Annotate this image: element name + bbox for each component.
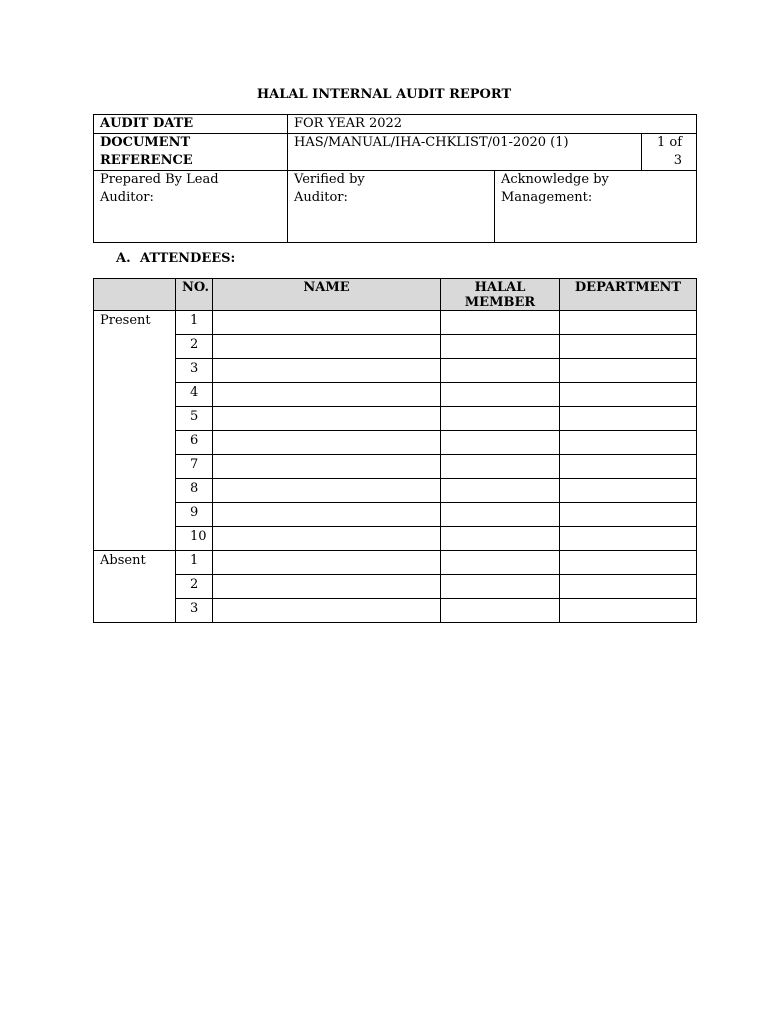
table-row [94,551,697,575]
halal-member-cell[interactable] [441,335,560,359]
table-row [94,335,697,359]
halal-member-cell[interactable] [441,311,560,335]
table-row [94,383,697,407]
department-cell[interactable] [560,335,697,359]
header-department: DEPARTMENT [560,279,697,311]
section-title: ATTENDEES: [140,251,236,266]
header-halal-member-line1: HALAL [474,280,526,295]
row-number: 5 [176,407,213,431]
row-number: 6 [176,431,213,455]
verified-by-cell[interactable] [288,171,495,243]
department-cell[interactable] [560,311,697,335]
row-number: 2 [176,335,213,359]
prepared-by-cell[interactable] [94,171,288,243]
header-no: NO. [176,279,213,311]
present-group-label: Present [94,311,176,551]
page-indicator: 1 of 3 [642,134,697,171]
audit-date-label: AUDIT DATE [94,115,288,134]
table-row [94,359,697,383]
prepared-by-label-line2: Auditor: [100,190,154,205]
name-cell[interactable] [213,551,441,575]
table-row [94,479,697,503]
halal-member-cell[interactable] [441,359,560,383]
row-number: 3 [176,599,213,623]
department-cell[interactable] [560,431,697,455]
name-cell[interactable] [213,479,441,503]
table-row [94,311,697,335]
table-row [94,431,697,455]
acknowledge-label: Acknowledge by Management: [501,172,609,205]
row-number: 3 [176,359,213,383]
row-number: 4 [176,383,213,407]
document-reference-label: DOCUMENT REFERENCE [94,134,288,171]
attendees-table [93,278,697,623]
row-number: 10 [176,527,213,551]
department-cell[interactable] [560,551,697,575]
halal-member-cell[interactable] [441,479,560,503]
halal-member-cell[interactable] [441,503,560,527]
department-cell[interactable] [560,479,697,503]
audit-date-value[interactable]: FOR YEAR 2022 [288,115,697,134]
row-number: 9 [176,503,213,527]
verified-by-label-line1: Verified by [294,172,365,187]
header-group [94,279,176,311]
row-number: 1 [176,311,213,335]
table-row [94,503,697,527]
name-cell[interactable] [213,599,441,623]
absent-group-label: Absent [94,551,176,623]
department-cell[interactable] [560,527,697,551]
halal-member-cell[interactable] [441,551,560,575]
row-number: 2 [176,575,213,599]
table-row [94,575,697,599]
section-letter: A. [116,251,131,266]
department-cell[interactable] [560,575,697,599]
row-number: 7 [176,455,213,479]
halal-member-cell[interactable] [441,383,560,407]
department-cell[interactable] [560,407,697,431]
header-name: NAME [213,279,441,311]
name-cell[interactable] [213,407,441,431]
audit-info-table [93,114,697,243]
verified-by-label-line2: Auditor: [294,190,348,205]
prepared-by-label-line1: Prepared By Lead [100,172,219,187]
page-title: HALAL INTERNAL AUDIT REPORT [256,87,512,102]
halal-member-cell[interactable] [441,407,560,431]
name-cell[interactable] [213,311,441,335]
header-halal-member [441,279,560,311]
department-cell[interactable] [560,599,697,623]
name-cell[interactable] [213,455,441,479]
table-row [94,455,697,479]
name-cell[interactable] [213,383,441,407]
document-reference-value[interactable]: HAS/MANUAL/IHA-CHKLIST/01-2020 (1) [288,134,642,171]
name-cell[interactable] [213,431,441,455]
acknowledge-cell[interactable] [495,171,697,243]
name-cell[interactable] [213,503,441,527]
section-heading-attendees [116,251,235,266]
name-cell[interactable] [213,575,441,599]
name-cell[interactable] [213,527,441,551]
halal-member-cell[interactable] [441,455,560,479]
halal-member-cell[interactable] [441,599,560,623]
attendees-header-row [94,279,697,311]
department-cell[interactable] [560,503,697,527]
halal-member-cell[interactable] [441,575,560,599]
department-cell[interactable] [560,383,697,407]
row-number: 8 [176,479,213,503]
row-number: 1 [176,551,213,575]
table-row [94,527,697,551]
name-cell[interactable] [213,335,441,359]
halal-member-cell[interactable] [441,527,560,551]
header-halal-member-line2: MEMBER [464,295,536,310]
table-row [94,407,697,431]
name-cell[interactable] [213,359,441,383]
table-row [94,599,697,623]
department-cell[interactable] [560,455,697,479]
department-cell[interactable] [560,359,697,383]
halal-member-cell[interactable] [441,431,560,455]
